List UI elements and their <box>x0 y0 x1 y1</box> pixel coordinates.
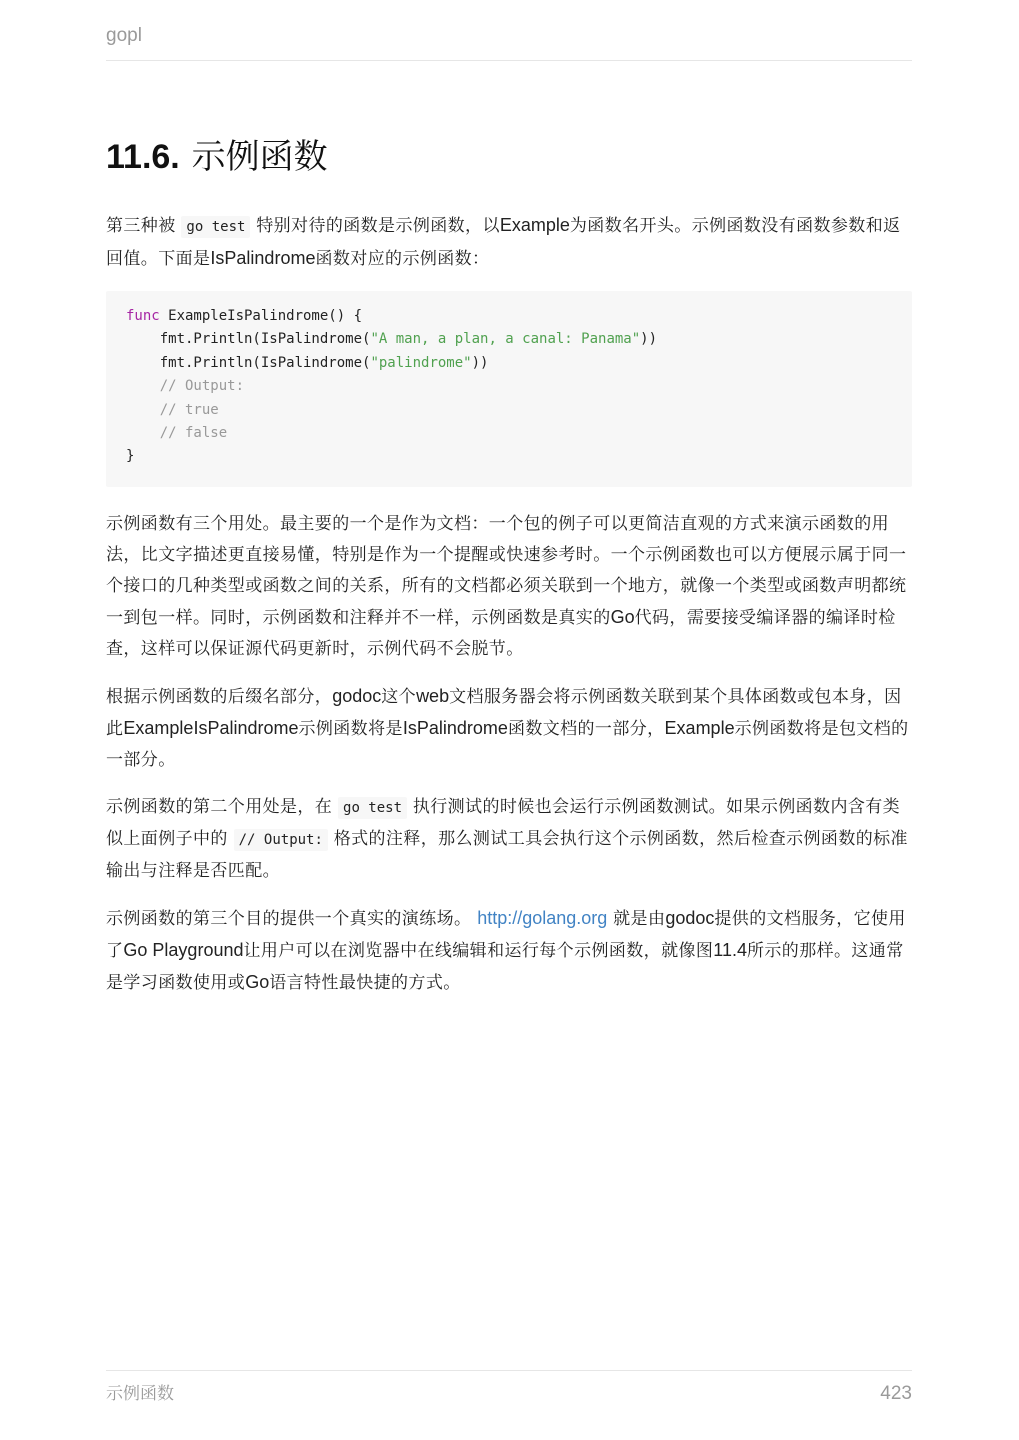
text-latin: Go <box>610 606 635 627</box>
text-latin: 11.4 <box>713 939 747 960</box>
text-latin: Go <box>245 971 270 992</box>
code-line <box>126 352 892 375</box>
text: 为函数名开头。示例函数没有函数参数和返回值。下面是 <box>106 216 901 269</box>
paragraph-godoc <box>106 681 912 776</box>
text: 执行测试的时候也会运行示例函数测试。如果示例函数内含有类似上面例子中的 <box>106 796 901 849</box>
paragraph-testing <box>106 792 912 887</box>
text: 示例函数有三个用处。最主要的一个是作为文档：一个包的例子可以更简洁直观的方式来演示函数的用法，比文字描述更直接易懂，特别是作为一个提醒或快速参考时。一个示例函数也可以方便展示属于同一个接口的几种类型或函数之间的关系，所有的文档都必须关联到一个地方，就像一个类型或函数声明都统一到包一样。同时，示例函数和注释并不一样，示例函数是真实的 <box>106 513 907 628</box>
text-latin: Example <box>499 215 570 235</box>
inline-code: // Output: <box>234 829 328 851</box>
code-text: fmt.Println(IsPalindrome( <box>126 354 371 371</box>
code-block <box>106 291 912 487</box>
text-latin: ExampleIsPalindrome <box>123 717 299 738</box>
text: 文档服务器会将示例函数关联到某个具体函数或包本身，因此 <box>106 686 902 739</box>
text: 根据示例函数的后缀名部分， <box>106 686 333 707</box>
text: 代码，需要接受编译器的编译时检查，这样可以保证源代码更新时，示例代码不会脱节。 <box>106 607 896 659</box>
page-number: 423 <box>880 1383 912 1404</box>
section-number: 11.6. <box>106 138 180 176</box>
section-title: 示例函数 <box>191 137 328 177</box>
code-line <box>126 328 892 351</box>
paragraph-intro <box>106 210 912 275</box>
code-comment: // true <box>126 401 219 418</box>
text: 提供的文档服务，它使用了 <box>106 908 906 961</box>
code-comment: // Output: <box>126 378 245 395</box>
text: 格式的注释，那么测试工具会执行这个示例函数，然后检查示例函数的标准输出与注释是否匹配。 <box>106 828 908 881</box>
code-text: fmt.Println(IsPalindrome( <box>126 331 371 348</box>
text: 语言特性最快捷的方式。 <box>269 972 461 993</box>
text-latin: godoc <box>665 907 715 928</box>
section-heading <box>106 132 912 182</box>
inline-code: go test <box>338 797 407 819</box>
code-line: } <box>126 448 135 465</box>
text-latin: IsPalindrome <box>210 248 316 268</box>
code-text: )) <box>471 354 489 371</box>
text: 就是由 <box>613 908 666 929</box>
text: 示例函数的第三个目的提供一个真实的演练场。 <box>106 908 472 929</box>
golang-link[interactable]: http://golang.org <box>477 907 608 928</box>
text: 所示的那样。这通常是学习函数使用或 <box>106 940 904 993</box>
text: 特别对待的函数是示例函数，以 <box>256 216 500 236</box>
text: 函数文档的一部分， <box>507 718 665 739</box>
text-latin: Go Playground <box>123 939 244 960</box>
code-text: ExampleIsPalindrome() { <box>159 308 363 324</box>
text: 函数对应的示例函数： <box>315 249 490 269</box>
code-string: "A man, a plan, a canal: Panama" <box>370 331 641 348</box>
text: 这个 <box>381 686 417 707</box>
page-content <box>106 132 912 1015</box>
text-latin: web <box>416 685 450 706</box>
paragraph-playground <box>106 903 912 999</box>
code-text: )) <box>640 331 658 348</box>
text: 示例函数将是 <box>298 718 403 739</box>
text: 示例函数将是包文档的一部分。 <box>106 718 909 770</box>
text-latin: IsPalindrome <box>402 717 508 738</box>
footer-chapter: 示例函数 <box>106 1384 174 1404</box>
book-title: gopl <box>106 25 142 46</box>
paragraph-uses <box>106 509 912 665</box>
page-footer <box>106 1370 912 1407</box>
text: 让用户可以在浏览器中在线编辑和运行每个示例函数，就像图 <box>243 940 714 961</box>
text-latin: godoc <box>332 685 382 706</box>
inline-code: go test <box>181 216 250 238</box>
page-header <box>106 22 912 61</box>
text: 第三种被 <box>106 216 176 236</box>
code-string: "palindrome" <box>370 354 472 371</box>
code-comment: // false <box>126 425 228 442</box>
code-keyword: func <box>126 308 160 324</box>
text-latin: Example <box>664 717 735 738</box>
code-line <box>126 305 892 328</box>
text: 示例函数的第二个用处是，在 <box>106 796 333 817</box>
